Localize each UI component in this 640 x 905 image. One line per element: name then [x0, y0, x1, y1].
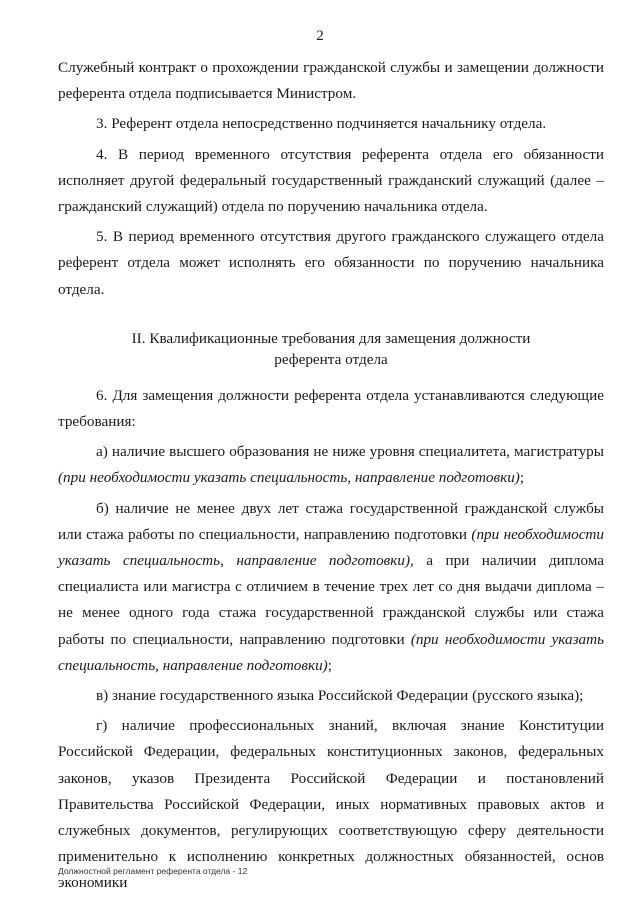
- section-2-heading: [58, 328, 604, 370]
- requirement-v: в) знание государственного языка Российской Федерации (русского языка);: [96, 687, 584, 705]
- requirement-b-note1: (при необходимости указать специальность, направление подготовки): [58, 525, 604, 570]
- requirement-g: г) наличие профессиональных знаний, включая знание Конституции Российской Федерации, федеральных конституционных законов, федеральных законов, указов Президента Российской Федерации и постановлений Правительства Российской Федерации, иных нормативных правовых актов и служебных документов, регулирующих соответствующую сферу деятельности применительно к исполнению конкретных должностных обязанностей, основ экономики: [58, 717, 604, 892]
- requirement-a-note: (при необходимости указать специальность, направление подготовки): [58, 469, 520, 487]
- requirement-a-text: а) наличие высшего образования не ниже уровня специалитета, магистратуры: [96, 443, 604, 461]
- requirement-b-note2: (при необходимости указать специальность, направление подготовки): [58, 630, 604, 674]
- requirement-b: [58, 496, 604, 679]
- paragraph-6: 6. Для замещения должности референта отдела устанавливаются следующие требования:: [58, 386, 604, 431]
- requirement-a: [58, 439, 604, 491]
- paragraph-contract: Служебный контракт о прохождении гражданской службы и замещении должности референта отдела подписывается Министром.: [58, 59, 604, 103]
- paragraph-4: 4. В период временного отсутствия референта отдела его обязанности исполняет другой федеральный государственный гражданский служащий (далее – гражданский служащий) отдела по поручению начальника отдела.: [58, 145, 604, 216]
- section-2-heading-line1: II. Квалификационные требования для замещения должности: [131, 329, 531, 347]
- paragraph-5: 5. В период временного отсутствия другого гражданского служащего отдела референт отдела может исполнять его обязанности по поручению начальника отдела.: [58, 228, 604, 298]
- paragraph-3: 3. Референт отдела непосредственно подчиняется начальнику отдела.: [96, 115, 547, 133]
- page-number: 2: [316, 28, 324, 44]
- requirement-b-text1: б) наличие не менее двух лет стажа государственной гражданской службы или стажа работы по специальности, направлению подготовки: [58, 499, 604, 543]
- document-body: [58, 55, 604, 897]
- requirement-b-text2: , а при наличии диплома специалиста или магистра с отличием в течение трех лет со дня выдачи диплома – не менее одного года стажа государственной гражданской службы или стажа работы по специальности, направлению подготовки: [58, 552, 604, 648]
- section-2-heading-line2: референта отдела: [274, 350, 388, 368]
- footer-note: Должностной регламент референта отдела - 12: [58, 866, 248, 876]
- requirement-b-end: ;: [327, 656, 332, 674]
- requirement-a-end: ;: [519, 469, 525, 487]
